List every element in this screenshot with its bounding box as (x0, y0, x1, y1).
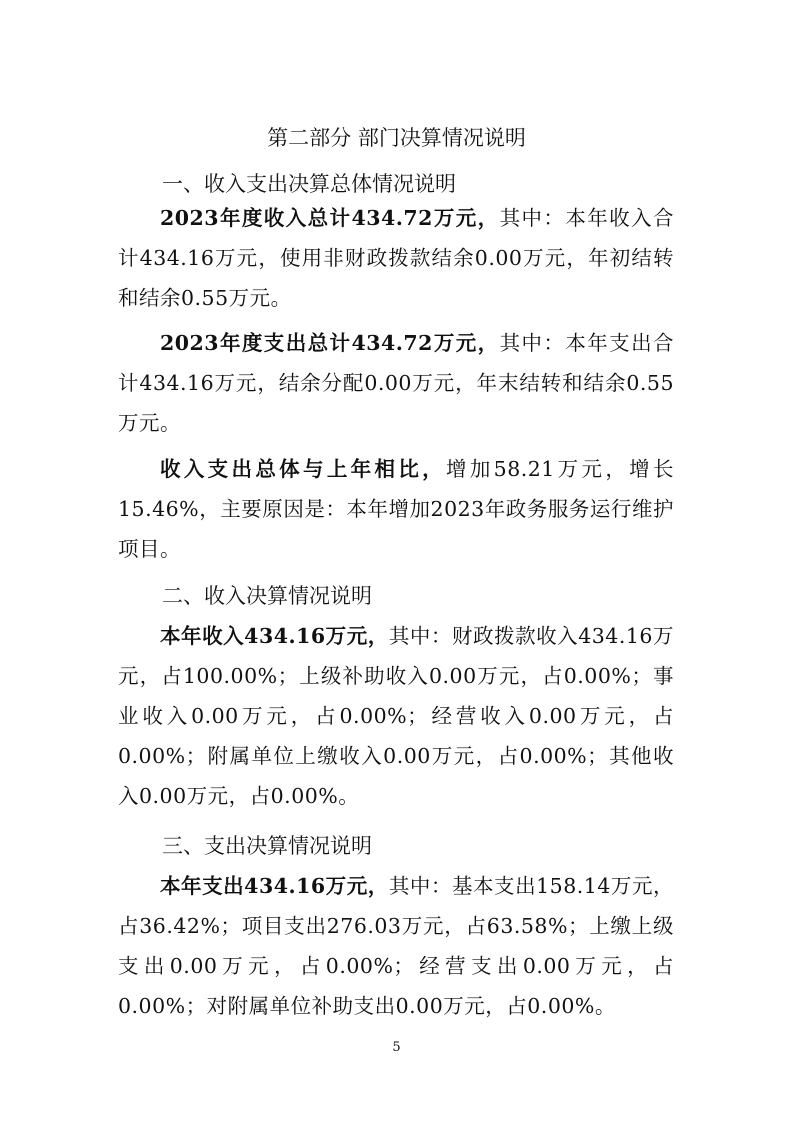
paragraph-body: 其中：本年收入合计434.16万元，使用非财政拨款结余0.00万元，年初结转和结余0.55万元。 (118, 206, 675, 310)
paragraph-lead: 2023年度支出总计434.72万元， (160, 331, 500, 355)
paragraph-lead: 本年收入434.16万元， (160, 624, 389, 648)
paragraph-body: 其中：财政拨款收入434.16万元，占100.00%；上级补助收入0.00万元，占0.00%；事业收入0.00万元，占0.00%；经营收入0.00万元，占0.00%；附属单位上缴收入0.00万元，占0.00%；其他收入0.00万元，占0.00%。 (118, 624, 674, 808)
section-heading-income: 二、收入决算情况说明 (162, 584, 372, 608)
paragraph-body: 其中：基本支出158.14万元，占36.42%；项目支出276.03万元，占63.58%；上缴上级支出0.00万元，占0.00%；经营支出0.00万元，占0.00%；对附属单位补助支出0.00万元，占0.00%。 (118, 874, 674, 1018)
paragraph-lead: 2023年度收入总计434.72万元， (160, 206, 500, 230)
section-heading-expense: 三、支出决算情况说明 (162, 834, 372, 858)
paragraph-expense-detail (118, 866, 674, 1026)
paragraph-total-income (118, 198, 674, 318)
page-number: 5 (392, 1040, 401, 1055)
paragraph-income-detail (118, 616, 674, 816)
paragraph-lead: 本年支出434.16万元， (160, 874, 389, 898)
paragraph-total-expense (118, 323, 674, 443)
paragraph-body: 增加58.21万元，增长15.46%，主要原因是：本年增加2023年政务服务运行维护项目。 (118, 457, 675, 561)
page-title: 第二部分 部门决算情况说明 (267, 126, 526, 150)
paragraph-year-comparison (118, 449, 674, 569)
paragraph-body: 其中：本年支出合计434.16万元，结余分配0.00万元，年末结转和结余0.55万元。 (118, 331, 675, 435)
paragraph-lead: 收入支出总体与上年相比， (160, 457, 446, 481)
section-heading-overview: 一、收入支出决算总体情况说明 (162, 172, 456, 196)
